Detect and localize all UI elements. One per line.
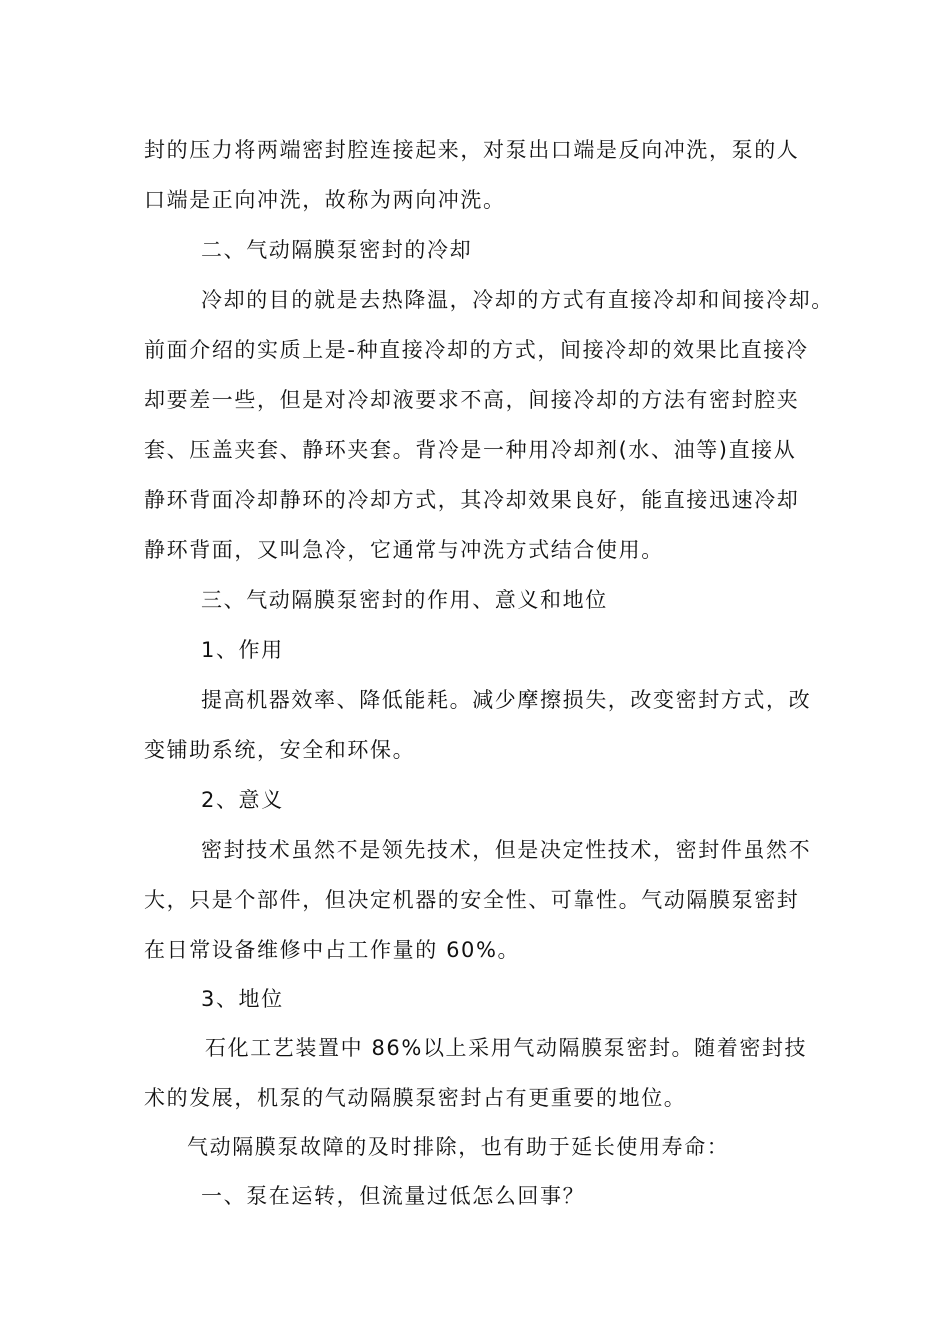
body-text-line: 前面介绍的实质上是-种直接冷却的方式，间接冷却的效果比直接冷 — [144, 338, 809, 362]
body-text-line: 提高机器效率、降低能耗。减少摩擦损失，改变密封方式，改 — [201, 688, 812, 712]
body-text-line: 大，只是个部件，但决定机器的安全性、可靠性。气动隔膜泵密封 — [144, 888, 800, 912]
body-text-line: 口端是正向冲洗，故称为两向冲洗。 — [144, 188, 506, 212]
body-text-line: 冷却的目的就是去热降温，冷却的方式有直接冷却和间接冷却。 — [201, 288, 834, 312]
body-text-line: 静环背面，又叫急冷，它通常与冲洗方式结合使用。 — [144, 538, 664, 562]
subsection-heading: 3、地位 — [201, 987, 284, 1011]
body-text-line: 在日常设备维修中占工作量的 60%。 — [144, 938, 521, 962]
body-text-line: 却要差一些，但是对冷却液要求不高，间接冷却的方法有密封腔夹 — [144, 388, 800, 412]
body-text-line: 石化工艺装置中 86%以上采用气动隔膜泵密封。随着密封技 — [205, 1036, 808, 1060]
section-heading: 一、泵在运转，但流量过低怎么回事？ — [201, 1184, 586, 1208]
subsection-heading: 2、意义 — [201, 788, 284, 812]
body-text-line: 静环背面冷却静环的冷却方式，其冷却效果良好，能直接迅速冷却 — [144, 488, 800, 512]
body-text-line: 术的发展，机泵的气动隔膜泵密封占有更重要的地位。 — [144, 1086, 687, 1110]
subsection-heading: 1、作用 — [201, 638, 284, 662]
body-text-line: 套、压盖夹套、静环夹套。背冷是一种用冷却剂(水、油等)直接从 — [144, 438, 797, 462]
body-text-line: 密封技术虽然不是领先技术，但是决定性技术，密封件虽然不 — [201, 838, 812, 862]
body-text-line: 封的压力将两端密封腔连接起来，对泵出口端是反向冲洗，泵的人 — [144, 138, 800, 162]
section-heading: 三、气动隔膜泵密封的作用、意义和地位 — [201, 588, 608, 612]
body-text-line: 气动隔膜泵故障的及时排除，也有助于延长使用寿命： — [187, 1135, 730, 1159]
body-text-line: 变铺助系统，安全和环保。 — [144, 738, 416, 762]
section-heading: 二、气动隔膜泵密封的冷却 — [201, 238, 473, 262]
